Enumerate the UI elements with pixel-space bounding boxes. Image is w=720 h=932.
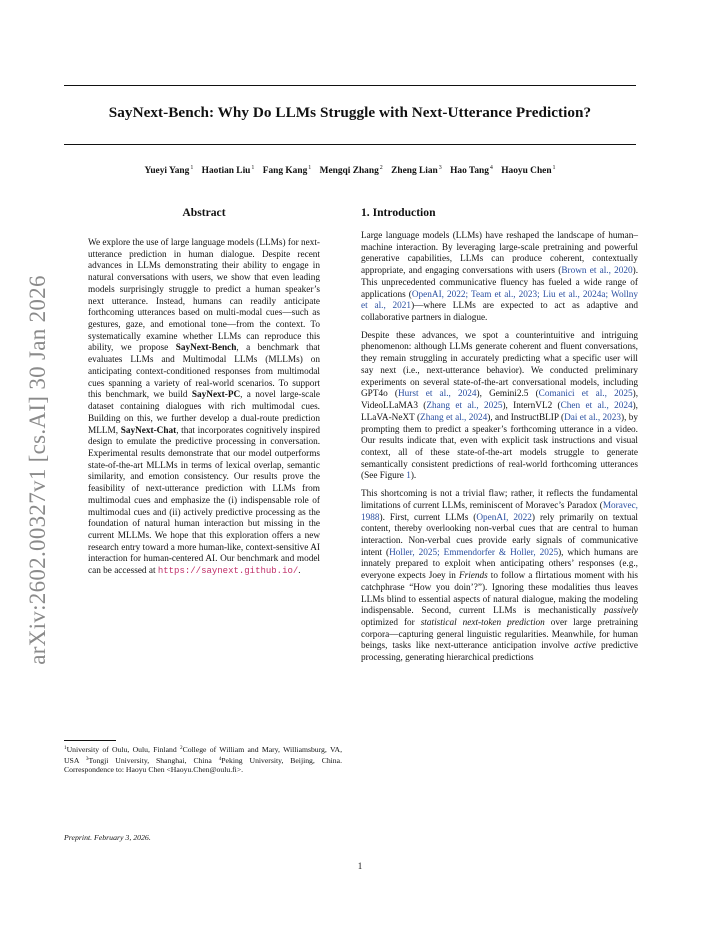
abstract-text: We explore the use of large language models (LLMs) for next-utterance prediction in human dialogue. Despite recent advances in LLMs demonstrating their ability to engage in natural conversations with users, we show that even leading models surprisingly struggle to predict a human speaker’s next utterance. Instead, humans can readily anticipate forthcoming utterances based on multi-modal cues—such as gestures, gaze, and emotional tone—from the context. To systematically examine whether LLMs can reproduce this ability, we propose SayNext-Bench, a benchmark that evaluates LLMs and Multimodal LLMs (MLLMs) on anticipating context-conditioned responses from multimodal cues spanning a variety of real-world scenarios. To support this benchmark, we build SayNext-PC, a novel large-scale dataset containing dialogues with rich multimodal cues. Building on this, we further develop a dual-route prediction MLLM, SayNext-Chat, that incorporates cognitively inspired design to emulate the predictive processing in conversation. Experimental results demonstrate that our model outperforms state-of-the-art MLLMs in terms of lexical overlap, semantic similarity, and emotion consistency. Our results prove the feasibility of next-utterance prediction with LLMs from multimodal cues and emphasize the (i) indispensable role of multimodal cues and (ii) actively predictive processing as the foundation of natural human interaction but missing in the current MLLMs. We hope that this exploration offers a new research entry toward a more human-like, context-sensitive AI interaction for human-centered AI. Our benchmark and model can be accessed at https://saynext.github.io/. bbox=[88, 238, 320, 577]
footnote-rule bbox=[64, 740, 116, 741]
author: Fang Kang$^1$ bbox=[262, 165, 312, 176]
paper-title: SayNext-Bench: Why Do LLMs Struggle with Next-Utterance Prediction? bbox=[108, 104, 592, 121]
author-list bbox=[64, 165, 636, 176]
author: Yueyi Yang$^1$ bbox=[144, 165, 194, 176]
citation-link[interactable]: OpenAI, 2022 bbox=[476, 512, 532, 523]
intro-paragraph-3: This shortcoming is not a trivial flaw; rather, it reflects the fundamental limitations of current LLMs, reminiscent of Moravec’s Paradox (Moravec, 1988). First, current LLMs (OpenAI, 2022) rely primarily on textual content, thereby overlooking non-verbal cues that are central to human interaction. Non-verbal cues provide early signals of communicative intent (Holler, 2025; Emmendorfer & Holler, 2025), which humans are innately prepared to exploit when anticipating others’ responses (e.g., everyone expects Joey in Friends to follow a flirtatious moment with his catchphrase “How you doin’?”). Ignoring these modalities thus leaves LLMs blind to essential aspects of natural dialogue, making the modeling indispensable. Second, current LLMs is mechanistically passively optimized for statistical next-token prediction over large pretraining corpora—capturing general linguistic regularities. Meanwhile, for human beings, tasks like next-utterance anticipation involve active predictive processing, generating hierarchical predictions bbox=[361, 489, 639, 664]
author: Mengqi Zhang$^2$ bbox=[319, 165, 383, 176]
citation-link[interactable]: Comanici et al., 2025 bbox=[538, 389, 633, 400]
author: Zheng Lian$^3$ bbox=[391, 165, 442, 176]
citation-link[interactable]: Zhang et al., 2025 bbox=[426, 401, 503, 412]
citation-link[interactable]: Moravec, 1988 bbox=[361, 500, 638, 523]
title-rule bbox=[64, 144, 636, 145]
citation-link[interactable]: Brown et al., 2020 bbox=[561, 266, 633, 277]
figure-reference-link[interactable]: 1 bbox=[406, 471, 411, 482]
citation-link[interactable]: Hurst et al., 2024 bbox=[397, 389, 477, 400]
citation-link[interactable]: Chen et al., 2024 bbox=[560, 401, 633, 412]
author: Haoyu Chen$^1$ bbox=[501, 165, 556, 176]
citation-link[interactable]: OpenAI, 2022; Team et al., 2023; Liu et al., 2024a; Wollny et al., 2021 bbox=[361, 289, 638, 312]
author: Haotian Liu$^1$ bbox=[201, 165, 255, 176]
preprint-date: Preprint. February 3, 2026. bbox=[64, 833, 151, 842]
author: Hao Tang$^4$ bbox=[450, 165, 493, 176]
citation-link[interactable]: Holler, 2025; Emmendorfer & Holler, 2025 bbox=[389, 547, 559, 558]
top-rule bbox=[64, 85, 636, 86]
citation-link[interactable]: Zhang et al., 2024 bbox=[420, 412, 488, 423]
page-number: 1 bbox=[357, 861, 363, 871]
intro-paragraph-1: Large language models (LLMs) have reshaped the landscape of human–machine interaction. By leveraging large-scale pretraining and powerful generative capabilities, LLMs can produce coherent, contextually appropriate, and engaging conversations with users (Brown et al., 2020). This unprecedented communicative fluency has fueled a wide range of applications (OpenAI, 2022; Team et al., 2023; Liu et al., 2024a; Wollny et al., 2021)—where LLMs are expected to act as adaptive and collaborative partners in dialogue. bbox=[361, 231, 639, 324]
citation-link[interactable]: Dai et al., 2023 bbox=[564, 412, 621, 423]
abstract-body bbox=[88, 238, 320, 578]
project-link[interactable]: https://saynext.github.io/ bbox=[157, 566, 299, 577]
affiliations-footnote: $^1$University of Oulu, Oulu, Finland $^2$College of William and Mary, Williamsburg, VA, USA $^3$Tongji University, Shanghai, China $^4$Peking University, Beijing, China. Correspondence to: Haoyu Chen <Haoyu.Chen@oulu.fi>. bbox=[64, 745, 343, 775]
intro-paragraph-2: Despite these advances, we spot a counterintuitive and intriguing phenomenon: although LLMs generate coherent and fluent conversations, they remain struggling in accurately predicting what a specific user will say next (i.e., next-utterance behavior). We conducted preliminary experiments on several state-of-the-art conversational models, including GPT4o (Hurst et al., 2024), Gemini2.5 (Comanici et al., 2025), VideoLLaMA3 (Zhang et al., 2025), InternVL2 (Chen et al., 2024), LLaVA-NeXT (Zhang et al., 2024), and InstructBLIP (Dai et al., 2023), by prompting them to predict a speaker’s forthcoming utterance in a video. Our results indicate that, even with explicit task instructions and visual context, all of these state-of-the-art models struggle to generate semantically consistent predictions of real-world forthcoming utterances (See Figure 1). bbox=[361, 330, 639, 482]
introduction-body bbox=[361, 231, 638, 665]
introduction-heading: 1. Introduction bbox=[361, 206, 436, 219]
abstract-heading: Abstract bbox=[182, 206, 226, 219]
arxiv-watermark: arXiv:2602.00327v1 [cs.AI] 30 Jan 2026 bbox=[25, 275, 50, 665]
